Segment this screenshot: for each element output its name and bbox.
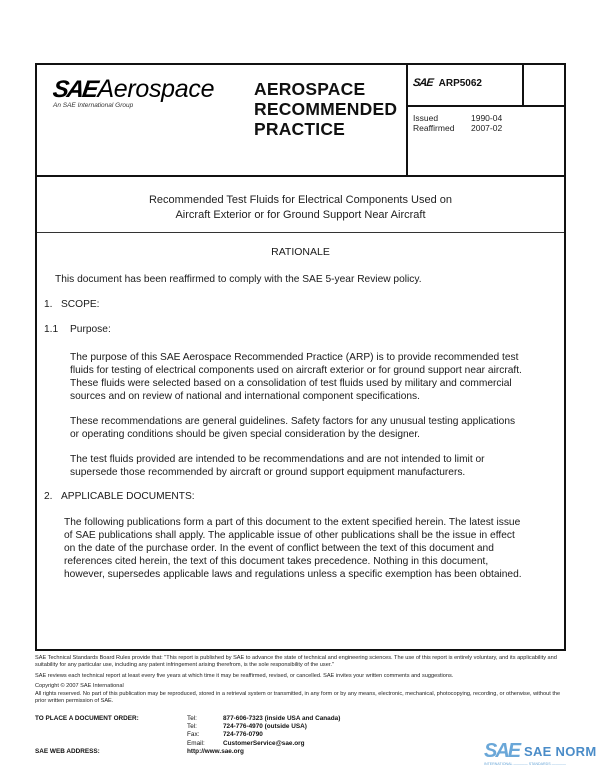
document-number: ARP5062 <box>438 77 482 89</box>
title-line: Recommended Test Fluids for Electrical Components Used on <box>148 194 453 206</box>
section-1-heading <box>44 298 100 311</box>
text-line: These fluids were selected based on a consolidation of test fluids used by military and commercial <box>70 378 512 389</box>
watermark-logo-icon: SAE <box>484 740 520 762</box>
document-frame <box>35 63 566 651</box>
issued-label: Issued <box>413 113 439 123</box>
text-line: The purpose of this SAE Aerospace Recommended Practice (ARP) is to provide recommended test <box>70 352 519 363</box>
document-info-panel <box>406 65 564 175</box>
section-title: Purpose: <box>70 324 111 335</box>
section-title: SCOPE: <box>61 299 100 310</box>
text-line: fluids for testing of electrical components used on aircraft exterior or for ground support near aircraft. <box>70 365 522 376</box>
section-number: 1.1 <box>44 324 59 335</box>
document-header <box>37 65 564 177</box>
text-line: however, supersedes applicable laws and regulations unless a specific exemption has been obtained. <box>64 569 522 580</box>
watermark-subtext: INTERNATIONAL ———— STANDARDS ———— <box>484 762 566 766</box>
text-line: on the date of the purchase order. In the event of conflict between the text of this document and <box>64 543 494 554</box>
issued-value: 1990-04 <box>471 113 503 123</box>
order-info <box>35 715 340 756</box>
document-title <box>37 177 564 233</box>
fax-number: 724-776-0790 <box>223 731 263 739</box>
document-number-cell <box>408 65 524 107</box>
text-line: These recommendations are general guidelines. Safety factors for any unusual testing applications <box>70 416 516 427</box>
logo-tagline: An SAE International Group <box>53 102 134 109</box>
reaffirmed-label: Reaffirmed <box>413 123 455 133</box>
text-line: references cited herein, the text of this document takes precedence. Nothing in this document, <box>64 556 489 567</box>
text-line: of SAE publications shall apply. The applicable issue of other publications shall be the issue in effect <box>64 530 515 541</box>
watermark-text: SAE NORM <box>524 744 597 759</box>
document-dates <box>413 113 502 133</box>
copyright-text: Copyright © 2007 SAE International <box>35 683 124 690</box>
logo-name: Aerospace <box>97 75 215 103</box>
text-line: The following publications form a part of this document to the extent specified herein. The latest issue <box>64 517 521 528</box>
section-1-1-heading <box>44 323 111 336</box>
order-label: TO PLACE A DOCUMENT ORDER: <box>35 715 139 722</box>
purpose-paragraph-1 <box>70 351 522 403</box>
sae-norm-watermark <box>484 740 598 770</box>
doc-type-line: PRACTICE <box>254 119 346 139</box>
rules-text: SAE Technical Standards Board Rules provide that: "This report is published by SAE to advance the state of technical and engineering sciences. The use of this report is entirely voluntary, and its applicability and suitability for any particular use, including any patent infringement arising therefrom, is the sole responsibility of the user." <box>35 655 557 669</box>
purpose-paragraph-3 <box>70 453 485 479</box>
sae-aerospace-logo <box>53 75 214 109</box>
legal-footer <box>35 655 570 708</box>
rationale-text: This document has been reaffirmed to comply with the SAE 5-year Review policy. <box>55 274 422 285</box>
applicable-paragraph <box>64 516 522 581</box>
web-label: SAE WEB ADDRESS: <box>35 747 100 755</box>
rationale-heading: RATIONALE <box>271 246 330 258</box>
purpose-paragraph-2 <box>70 415 515 441</box>
document-type <box>254 79 397 139</box>
contact-key: Tel: <box>187 723 197 731</box>
text-line: sources and on review of national and international component specifications. <box>70 391 420 402</box>
section-title: APPLICABLE DOCUMENTS: <box>61 491 195 502</box>
phone-number: 877-606-7323 (inside USA and Canada) <box>223 715 341 722</box>
text-line: supersede those recommended by aircraft or ground support equipment manufacturers. <box>70 467 466 478</box>
contact-key: Email: <box>187 739 205 747</box>
contact-key: Fax: <box>187 731 200 739</box>
text-line: The test fluids provided are intended to be recommendations and are not intended to limit or <box>70 454 485 465</box>
logo-brand: SAE <box>51 76 99 103</box>
sae-mini-logo: SAE <box>412 77 434 89</box>
title-line: Aircraft Exterior or for Ground Support Near Aircraft <box>175 209 426 221</box>
web-link[interactable]: http://www.sae.org <box>187 747 244 755</box>
phone-number: 724-776-4970 (outside USA) <box>223 723 307 731</box>
reaffirmed-value: 2007-02 <box>471 123 503 133</box>
section-number: 1. <box>44 299 53 310</box>
email-link[interactable]: CustomerService@sae.org <box>223 739 305 747</box>
review-text: SAE reviews each technical report at least every five years at which time it may be reaffirmed, revised, or cancelled. SAE invites your written comments and suggestions. <box>35 672 454 679</box>
blank-cell <box>524 65 566 107</box>
doc-type-line: AEROSPACE <box>254 79 366 99</box>
document-body <box>37 234 564 580</box>
doc-type-line: RECOMMENDED <box>254 99 398 119</box>
contact-key: Tel: <box>187 715 197 722</box>
section-number: 2. <box>44 491 53 502</box>
section-2-heading <box>44 490 195 503</box>
text-line: or operating conditions should be given special consideration by the designer. <box>70 429 421 440</box>
rights-text: All rights reserved. No part of this publication may be reproduced, stored in a retrieval system or transmitted, in any form or by any means, electronic, mechanical, photocopying, recording, or otherwise, without the prior written permission of SAE. <box>35 690 561 705</box>
